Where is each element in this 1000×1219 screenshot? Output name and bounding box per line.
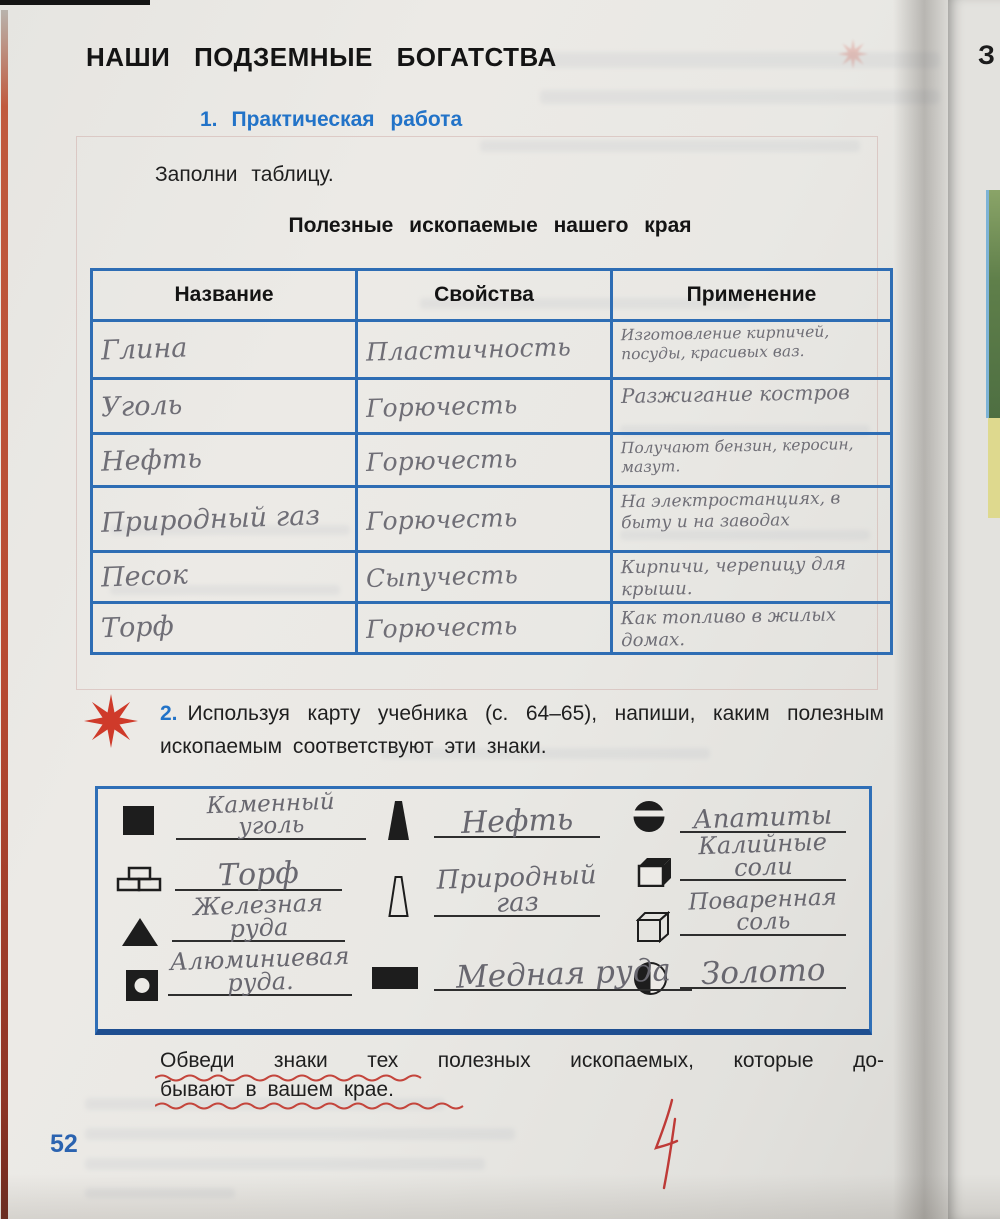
handwritten-property: Горючесть	[365, 389, 518, 423]
handwritten-answer: Медная руда	[454, 951, 672, 996]
section1-heading-label: Практическая работа	[231, 108, 463, 131]
next-page-yellow-sliver	[988, 418, 1000, 518]
handwritten-use: Разжигание костров	[620, 380, 851, 408]
section1-number: 1.	[200, 108, 218, 131]
section2-number: 2.	[160, 702, 178, 725]
handwritten-use: Кирпичи, черепицу для крыши.	[620, 553, 847, 601]
section2-task-text	[160, 698, 884, 763]
handwritten-answer: Природный газ	[436, 859, 597, 919]
handwritten-property: Горючесть	[365, 611, 518, 645]
symbol-answer-line	[680, 829, 846, 881]
handwritten-property: Горючесть	[365, 502, 518, 536]
table-row	[92, 487, 892, 552]
handwritten-use: Как топливо в жилых домах.	[620, 604, 837, 652]
black-square-icon	[123, 806, 154, 835]
red-star-icon	[84, 692, 138, 750]
shaded-cube-icon	[637, 856, 673, 887]
symbol-answer-line	[680, 941, 846, 992]
table-row	[92, 379, 892, 434]
table-header-row	[92, 270, 892, 321]
page-number: 52	[50, 1130, 78, 1158]
section1-heading	[200, 108, 462, 132]
handwritten-answer: Поваренная соль	[687, 884, 838, 937]
black-trapezoid-icon	[388, 801, 409, 840]
outline-trapezoid-icon	[388, 876, 409, 917]
handwritten-answer: Алюминиевая руда.	[169, 942, 350, 998]
symbol-answer-line	[434, 851, 600, 917]
red-wavy-underline	[155, 1072, 427, 1082]
bleed-smudge	[85, 1128, 515, 1140]
handwritten-name: Глина	[100, 332, 188, 367]
red-wavy-underline	[155, 1100, 469, 1110]
table-row	[92, 434, 892, 487]
symbol-answer-line	[680, 878, 846, 936]
bleed-smudge	[545, 52, 940, 68]
col-header-name: Название	[92, 270, 357, 321]
handwritten-name: Торф	[100, 611, 175, 645]
table-title: Полезные ископаемые нашего края	[288, 214, 692, 237]
handwritten-name: Уголь	[100, 389, 183, 423]
table-row	[92, 552, 892, 603]
black-rectangle-icon	[372, 967, 418, 989]
symbol-answer-line	[172, 884, 345, 942]
minerals-table	[90, 268, 893, 655]
next-page-edge	[948, 0, 1000, 1219]
handwritten-answer: Золото	[700, 951, 826, 992]
handwritten-use: На электростанциях, в быту и на заводах	[620, 488, 841, 534]
section1-instruction: Заполни таблицу.	[155, 163, 334, 186]
square-circle-icon	[126, 970, 158, 1001]
photo-top-edge	[0, 0, 150, 5]
handwritten-answer: Торф	[217, 855, 300, 893]
book-spine	[1, 10, 8, 1219]
col-header-property: Свойства	[357, 270, 612, 321]
handwritten-use: Получают бензин, керосин, мазут.	[620, 435, 854, 477]
bottom-shadow	[0, 1174, 1000, 1219]
handwritten-use: Изготовление кирпичей, посуды, красивых ваз.	[620, 322, 830, 364]
handwritten-answer: Калийные соли	[697, 828, 828, 883]
symbol-answer-line	[434, 792, 600, 841]
handwritten-property: Горючесть	[365, 443, 518, 477]
closing-line-1: Обведи знаки тех полезных ископаемых, которые до-	[160, 1049, 884, 1072]
handwritten-name: Песок	[100, 559, 189, 594]
handwritten-answer: Апатиты	[692, 800, 834, 836]
black-triangle-icon	[122, 918, 158, 946]
page-curl-shadow	[893, 0, 950, 1219]
bleed-smudge	[540, 90, 940, 104]
symbols-box	[95, 786, 872, 1035]
symbol-answer-line	[176, 789, 366, 841]
handwritten-answer: Каменный уголь	[206, 789, 336, 841]
bricks-icon	[116, 866, 164, 894]
circle-band-icon	[633, 801, 665, 832]
handwritten-answer: Нефть	[460, 801, 574, 841]
handwritten-property: Сыпучесть	[365, 560, 519, 594]
symbol-answer-line	[168, 938, 352, 996]
bleed-smudge	[85, 1158, 485, 1170]
handwritten-name: Нефть	[100, 442, 203, 478]
table-row	[92, 321, 892, 379]
ghost-star-icon	[838, 38, 868, 70]
page-title: НАШИ ПОДЗЕМНЫЕ БОГАТСТВА	[86, 42, 557, 72]
next-page-photo-sliver	[986, 190, 1000, 418]
section2-task-label: Используя карту учебника (с. 64–65), напиши, каким полезным ископаемым соответствуют эти знаки.	[160, 702, 884, 758]
table-row	[92, 602, 892, 653]
symbol-answer-line	[434, 925, 692, 996]
closing-line-2: бывают в вашем крае.	[160, 1078, 394, 1102]
col-header-use: Применение	[612, 270, 892, 321]
handwritten-name: Природный газ	[100, 499, 321, 539]
handwritten-answer: Железная руда	[192, 889, 324, 944]
symbol-answer-line	[680, 789, 846, 836]
handwritten-property: Пластичность	[365, 332, 572, 367]
next-page-letter: З	[978, 40, 995, 70]
